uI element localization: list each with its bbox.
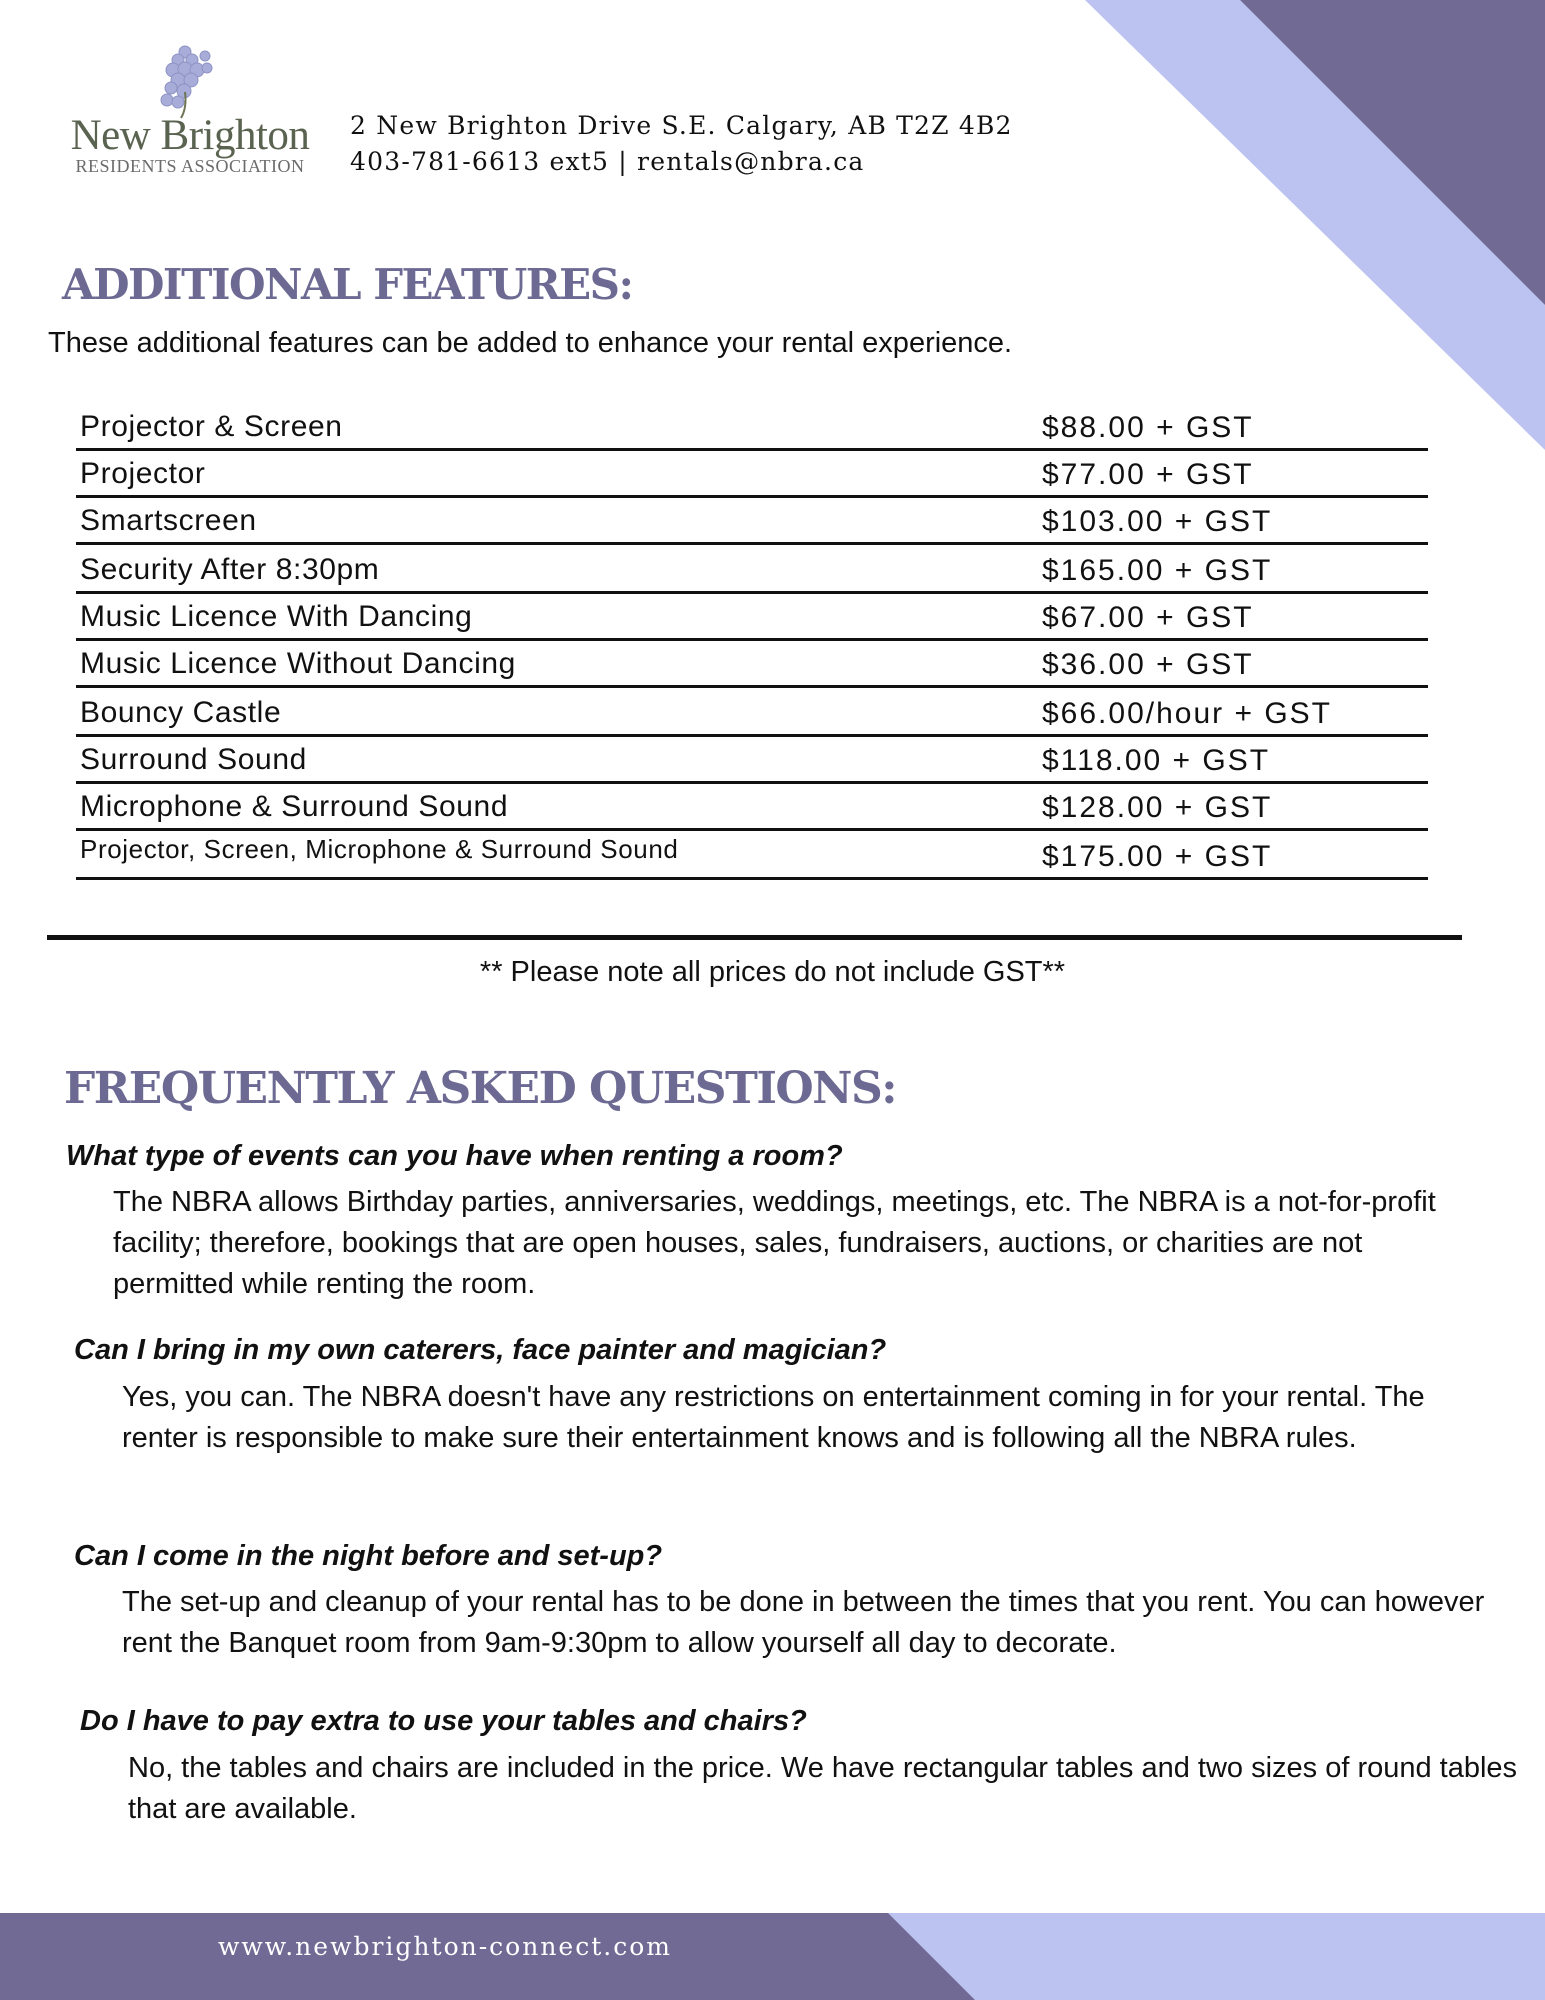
price-row [76, 545, 1428, 594]
corner-decoration [1085, 0, 1545, 450]
faq-question: Do I have to pay extra to use your tables and chairs? [80, 1705, 807, 1737]
price-row [76, 641, 1428, 688]
address-text: 2 New Brighton Drive S.E. Calgary, AB T2Z 4B2 [350, 111, 1013, 140]
logo-subtitle: RESIDENTS ASSOCIATION [75, 156, 305, 176]
feature-name: Music Licence Without Dancing [80, 647, 516, 680]
price-row [76, 831, 1428, 880]
feature-price: $118.00 + GST [1042, 744, 1271, 777]
faq-answer: The set-up and cleanup of your rental has to be done in between the times that you rent. You can however rent the Banquet room from 9am-9:30pm to allow yourself all day to decorate. [122, 1586, 1485, 1659]
price-row [76, 405, 1428, 451]
lilac-flower-icon [145, 42, 225, 120]
faq-answer: Yes, you can. The NBRA doesn't have any restrictions on entertainment coming in for your rental. The renter is responsible to make sure their entertainment knows and is following all the NBRA rules. [122, 1381, 1425, 1454]
feature-name: Music Licence With Dancing [80, 600, 473, 633]
feature-price: $88.00 + GST [1042, 411, 1254, 444]
feature-price: $67.00 + GST [1042, 601, 1254, 634]
faq-question: What type of events can you have when renting a room? [66, 1140, 843, 1172]
feature-name: Microphone & Surround Sound [80, 790, 509, 823]
phone-email-text: 403-781-6613 ext5 | rentals@nbra.ca [350, 147, 865, 176]
section-divider [47, 935, 1462, 940]
feature-price: $165.00 + GST [1042, 554, 1273, 587]
faq-heading: FREQUENTLY ASKED QUESTIONS: [64, 1063, 896, 1114]
faq-answer: The NBRA allows Birthday parties, anniversaries, weddings, meetings, etc. The NBRA is a not-for-profit facility; therefore, bookings that are open houses, sales, fundraisers, auctions, or charities are not permitted while renting the room. [113, 1186, 1436, 1300]
features-heading: ADDITIONAL FEATURES: [62, 260, 633, 309]
price-row [76, 451, 1428, 498]
feature-price: $66.00/hour + GST [1042, 697, 1332, 730]
contact-block [350, 108, 1013, 180]
feature-name: Projector [80, 457, 206, 490]
faq-question: Can I bring in my own caterers, face painter and magician? [74, 1334, 887, 1366]
price-row [76, 498, 1428, 545]
feature-price: $128.00 + GST [1042, 791, 1273, 824]
feature-price: $175.00 + GST [1042, 840, 1273, 873]
feature-name: Bouncy Castle [80, 696, 282, 729]
price-row [76, 737, 1428, 784]
price-table [76, 405, 1428, 880]
features-intro: These additional features can be added to enhance your rental experience. [48, 327, 1013, 359]
feature-name: Projector, Screen, Microphone & Surround Sound [80, 834, 679, 864]
faq-question: Can I come in the night before and set-up? [74, 1540, 663, 1572]
price-row [76, 688, 1428, 737]
feature-price: $77.00 + GST [1042, 458, 1254, 491]
feature-price: $36.00 + GST [1042, 648, 1254, 681]
feature-name: Security After 8:30pm [80, 553, 380, 586]
feature-name: Smartscreen [80, 504, 257, 537]
logo-wordmark: New Brighton [70, 112, 310, 159]
price-row [76, 594, 1428, 641]
feature-price: $103.00 + GST [1042, 505, 1273, 538]
association-logo [40, 42, 340, 182]
price-row [76, 784, 1428, 831]
gst-note: ** Please note all prices do not include GST** [479, 956, 1066, 988]
feature-name: Surround Sound [80, 743, 307, 776]
website-link[interactable]: www.newbrighton-connect.com [218, 1932, 672, 1961]
feature-name: Projector & Screen [80, 410, 343, 443]
faq-answer: No, the tables and chairs are included in the price. We have rectangular tables and two sizes of round tables that are available. [128, 1752, 1518, 1825]
